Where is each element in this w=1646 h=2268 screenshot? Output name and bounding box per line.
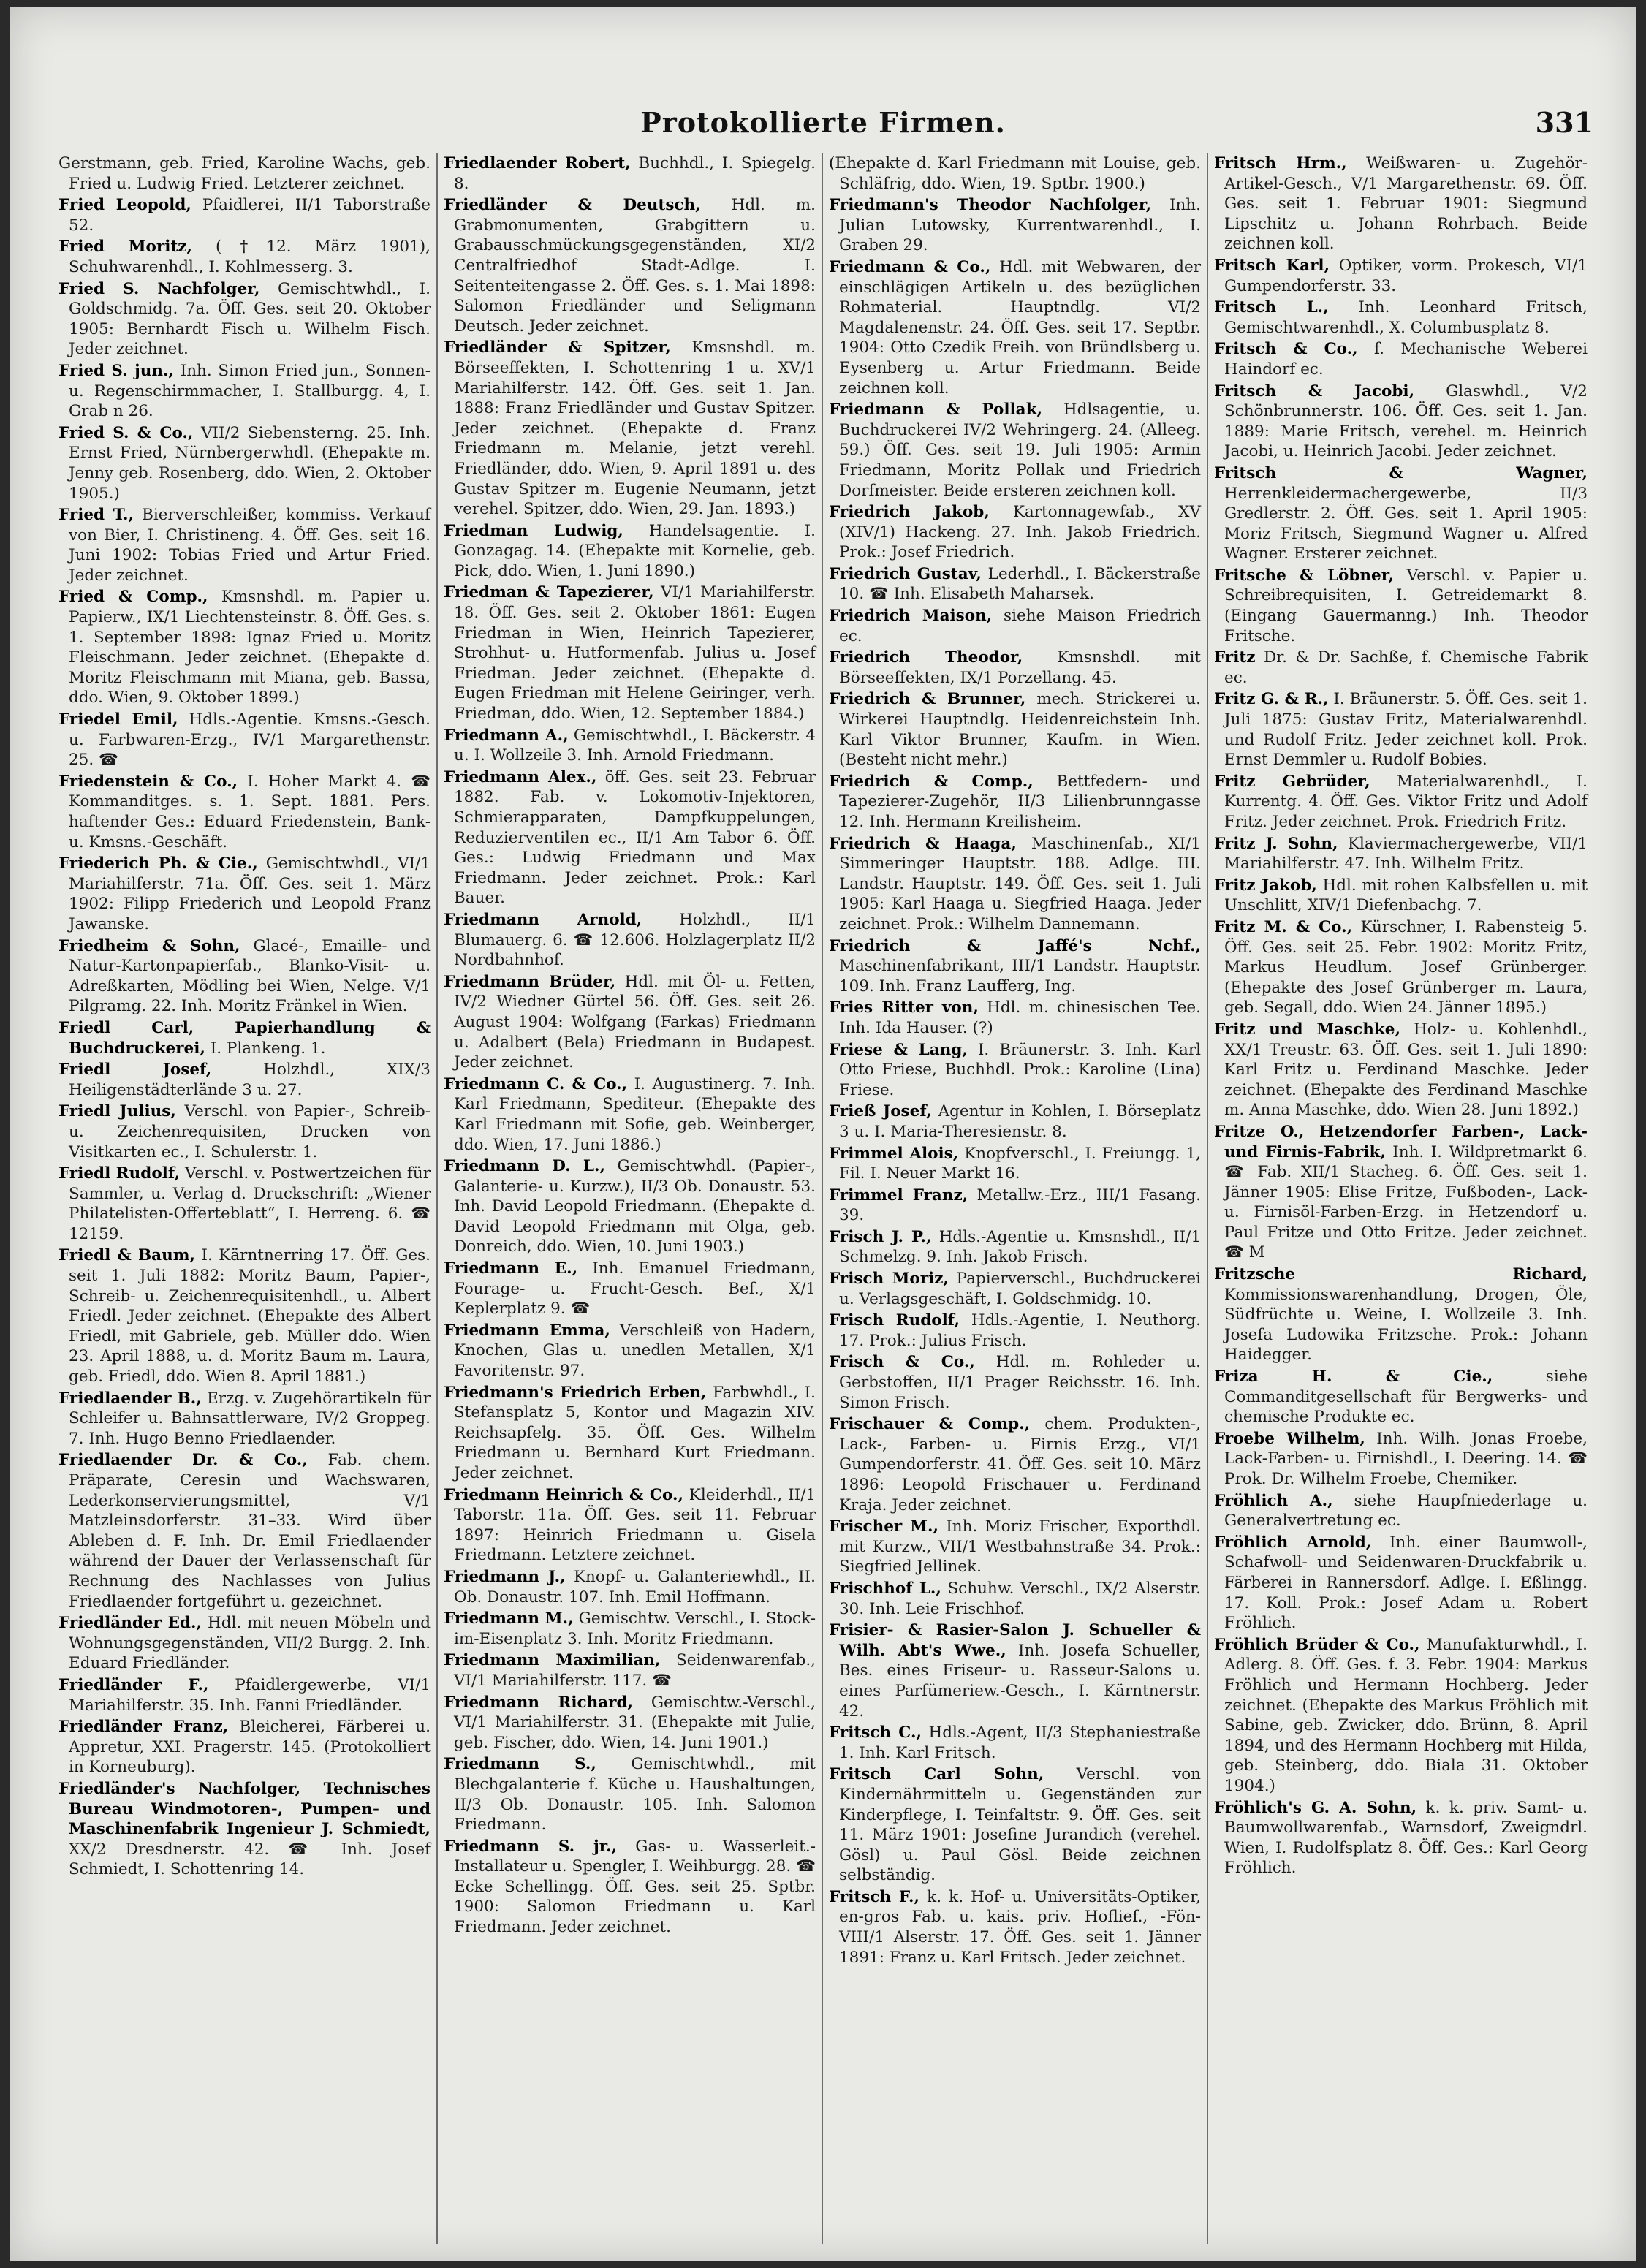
- firm-entry: [444, 1321, 816, 1381]
- firm-details: Verschleiß von Hadern, Knochen, Glas u. unedlen Metallen, X/1 Favoritenstr. 97.: [454, 1321, 816, 1381]
- firm-details: Inh. Julian Lutowsky, Kurrentwarenhdl., I. Graben 29.: [839, 196, 1201, 255]
- page-title: Protokollierte Firmen.: [640, 106, 1006, 139]
- firm-entry: [1214, 1798, 1588, 1878]
- firm-name: Frimmel Franz,: [829, 1186, 968, 1205]
- firm-entry: [444, 1754, 816, 1835]
- firm-entry: [829, 1352, 1201, 1413]
- firm-details: Hdl. mit Webwaren, der einschlägigen Artikeln u. des bezüglichen Rohmaterial. Hauptndlg. VI/2 Magdalenenstr. 24. Öff. Ges. seit 17. Septbr. 1904: Otto Czedik Freih. von Bründlsberg u. Eysenberg u. Artur Friedmann. Beide zeichnen koll.: [839, 257, 1201, 398]
- firm-details: Knopfverschl., I. Freiungg. 1, Fil. I. Neuer Markt 16.: [839, 1144, 1201, 1183]
- firm-name: Fritsch Carl Sohn,: [829, 1765, 1044, 1784]
- firm-details: f. Mechanische Weberei Haindorf ec.: [1224, 340, 1588, 379]
- firm-name: Friedländer & Spitzer,: [444, 338, 671, 357]
- firm-details: Verschl. von Papier-, Schreib- u. Zeichenrequisiten, Drucken von Visitkarten ec., I. Schulerstr. 1.: [69, 1102, 431, 1161]
- firm-name: Friedman Ludwig,: [444, 521, 623, 540]
- firm-name: Fritzsche Richard,: [1214, 1265, 1588, 1284]
- firm-details: Gemischtw.-Verschl., VI/1 Mariahilferstr. 31. (Ehepakte mit Julie, geb. Fischer, ddo. Wien, 14. Juni 1901.): [454, 1693, 816, 1752]
- firm-details: Kmsnshdl. m. Börseeffekten, I. Schottenring 1 u. XV/1 Mariahilferstr. 142. Öff. Ges. seit 1. Jan. 1888: Franz Friedländer und Gustav Spitzer. Jeder zeichnet. (Ehepakte d. Franz Friedmann m. Melanie, jetzt verehl. Friedländer, ddo. Wien, 9. April 1891 u. des Gustav Spitzer m. Eugenie Neumann, jetzt verehel. Spitzer, ddo. Wien, 29. Jan. 1893.): [454, 338, 816, 519]
- firm-entry: [1214, 834, 1588, 874]
- firm-entry: [444, 1156, 816, 1257]
- firm-details: Hdl. m. chinesischen Tee. Inh. Ida Hauser. (?): [839, 998, 1201, 1037]
- firm-name: Fritsch & Co.,: [1214, 340, 1358, 359]
- firm-details: Verschl. v. Papier u. Schreibrequisiten, I. Getreidemarkt 8. (Eingang Gauermanng.) Inh. Theodor Fritsche.: [1224, 566, 1588, 645]
- firm-entry: [829, 1269, 1201, 1309]
- firm-name: Fritsch L.,: [1214, 298, 1329, 317]
- firm-entry: [829, 606, 1201, 646]
- firm-entry: [58, 1164, 431, 1244]
- firm-name: Friedmann & Pollak,: [829, 401, 1042, 420]
- firm-entry: [829, 1887, 1201, 1968]
- firm-details: Gemischtwhdl. (Papier-, Galanterie- u. Kurzw.), II/3 Ob. Donaustr. 53. Inh. David Leopold Friedmann. (Ehepakte d. David Leopold Friedmann mit Olga, geb. Donreich, ddo. Wien, 10. Juni 1903.): [454, 1157, 816, 1256]
- firm-details: Bleicherei, Färberei u. Appretur, XXI. Pragerstr. 145. (Protokolliert in Korneuburg).: [69, 1718, 431, 1777]
- firm-details: Kartonnagewfab., XV (XIV/1) Hackeng. 27. Inh. Jakob Friedrich. Prok.: Josef Friedrich.: [839, 503, 1201, 562]
- firm-entry: [444, 1650, 816, 1691]
- firm-name: Friedmann's Theodor Nachfolger,: [829, 196, 1152, 215]
- firm-details: I. Bräunerstr. 3. Inh. Karl Otto Friese, Buchhdl. Prok.: Karoline (Lina) Friese.: [839, 1040, 1201, 1099]
- firm-entry: [58, 1613, 431, 1674]
- firm-name: Friedmann Alex.,: [444, 767, 597, 786]
- firm-entry: [444, 1259, 816, 1319]
- firm-name: Fröhlich Arnold,: [1214, 1533, 1372, 1552]
- firm-name: Friedländer & Deutsch,: [444, 196, 701, 215]
- firm-entry: [829, 772, 1201, 833]
- firm-entry: [58, 1717, 431, 1778]
- firm-name: Frisch J. P.,: [829, 1227, 932, 1246]
- firm-details: chem. Produkten-, Lack-, Farben- u. Firnis Erzg., VI/1 Gumpendorferstr. 41. Öff. Ges. seit 10. März 1896: Leopold Frischauer u. Ferdinand Kraja. Jeder zeichnet.: [839, 1415, 1201, 1514]
- firm-entry: [829, 1227, 1201, 1267]
- firm-details: Inh. einer Baumwoll-, Schafwoll- und Seidenwaren-Druckfabrik u. Färberei in Rannersdorf. Adlge. I. Eßlingg. 17. Koll. Prok.: Josef Adam u. Robert Fröhlich.: [1224, 1533, 1588, 1633]
- firm-name: Frisch Rudolf,: [829, 1311, 960, 1330]
- firm-entry: [829, 648, 1201, 688]
- firm-entry: [1214, 339, 1588, 379]
- firm-name: Fritsch C.,: [829, 1723, 922, 1742]
- firm-details: Gemischtwhdl., VI/1 Mariahilferstr. 71a. Öff. Ges. seit 1. März 1902: Filipp Friederich und Leopold Franz Jawanske.: [69, 854, 431, 933]
- firm-entry: [58, 1101, 431, 1162]
- firm-details: Pfaidlerei, II/1 Taborstraße 52.: [69, 196, 431, 235]
- firm-details: Farbwhdl., I. Stefansplatz 5, Kontor und Magazin XIV. Reichsapfelg. 35. Öff. Ges. Wilhelm Friedmann u. Bernhard Kurt Friedmann. Jeder zeichnet.: [454, 1383, 816, 1482]
- firm-details: Bettfedern- und Tapezierer-Zugehör, II/3 Lilienbrunngasse 12. Inh. Hermann Kreilisheim.: [839, 772, 1201, 831]
- column-2: [438, 153, 823, 2244]
- firm-details: Gerstmann, geb. Fried, Karoline Wachs, geb. Fried u. Ludwig Fried. Letzterer zeichnet.: [58, 154, 431, 193]
- firm-entry: [829, 1620, 1201, 1721]
- firm-details: Hdlsagentie, u. Buchdruckerei IV/2 Wehringerg. 24. (Alleeg. 59.) Öff. Ges. seit 19. Juli 1905: Armin Friedmann, Moritz Pollak und Friedrich Dorfmeister. Beide ersteren zeichnen koll.: [839, 401, 1202, 500]
- firm-details: I. Hoher Markt 4. ☎ Kommanditges. s. 1. Sept. 1881. Pers. haftender Ges.: Eduard Friedenstein, Bank- u. Kmsns.-Geschäft.: [69, 772, 431, 852]
- firm-entry: [58, 423, 431, 504]
- column-4: [1208, 153, 1593, 2244]
- firm-details: Weißwaren- u. Zugehör-Artikel-Gesch., V/1 Margarethenstr. 69. Öff. Ges. seit 1. Februar 1901: Siegmund Lipschitz u. Johann Rohrbach. Beide zeichnen koll.: [1224, 154, 1588, 254]
- firm-name: Friedrich & Haaga,: [829, 834, 1017, 853]
- firm-details: Maschinenfab., XI/1 Simmeringer Hauptstr. 188. Adlge. III. Landstr. Hauptstr. 149. Öff. Ges. seit 1. Juli 1905: Karl Haaga u. Siegfried Haaga. Jeder zeichnet. Prok.: Wilhelm Dannemann.: [839, 834, 1201, 933]
- firm-entry: [1214, 463, 1588, 564]
- firm-name: Friedheim & Sohn,: [58, 936, 240, 955]
- firm-entry: [444, 1693, 816, 1753]
- firm-details: Inh. Leonhard Fritsch, Gemischtwarenhdl., X. Columbusplatz 8.: [1224, 298, 1588, 337]
- firm-name: Friedmann Richard,: [444, 1693, 634, 1712]
- firm-name: Fritsch Karl,: [1214, 256, 1330, 275]
- firm-entry: [58, 153, 431, 194]
- firm-name: Friedl Julius,: [58, 1102, 176, 1121]
- firm-name: Friedrich Gustav,: [829, 564, 982, 583]
- firm-details: XX/2 Dresdnerstr. 42. ☎ Inh. Josef Schmiedt, I. Schottenring 14.: [69, 1840, 431, 1879]
- firm-details: Inh. Emanuel Friedmann, Fourage- u. Frucht-Gesch. Bef., X/1 Keplerplatz 9. ☎: [454, 1259, 816, 1319]
- firm-details: Maschinenfabrikant, III/1 Landstr. Hauptstr. 109. Inh. Franz Laufferg, Ing.: [839, 957, 1201, 995]
- firm-details: Lederhdl., I. Bäckerstraße 10. ☎ Inh. Elisabeth Maharsek.: [839, 564, 1201, 604]
- firm-entry: [1214, 1122, 1588, 1263]
- firm-name: Fritsch & Wagner,: [1214, 463, 1588, 482]
- firm-details: Hdl. m. Grabmonumenten, Grabgittern u. Grabausschmückungsgegenständen, XI/2 Centralfriedhof Stadt-Adlge. I. Seitenteitengasse 2. Öff. Ges. s. 1. Mai 1898: Salomon Friedländer und Seligmann Deutsch. Jeder zeichnet.: [454, 196, 816, 335]
- firm-details: (†12. März 1901), Schuhwarenhdl., I. Kohlmesserg. 3.: [69, 238, 431, 276]
- firm-entry: [58, 237, 431, 277]
- firm-name: Friedmann Heinrich & Co.,: [444, 1485, 683, 1504]
- firm-details: Gemischtwhdl., I. Goldschmidg. 7a. Öff. Ges. seit 20. Oktober 1905: Bernhardt Fisch u. Wilhelm Fisch. Jeder zeichnet.: [69, 279, 431, 359]
- firm-name: Friedrich Jakob,: [829, 503, 990, 522]
- firm-entry: [829, 1579, 1201, 1619]
- firm-entry: [1214, 256, 1588, 296]
- firm-name: Friedl Carl, Papierhandlung & Buchdruckerei,: [58, 1018, 431, 1058]
- firm-details: k. k. priv. Samt- u. Baumwollwarenfab., Warnsdorf, Zweigndrl. Wien, I. Rudolfsplatz 8. Öff. Ges.: Karl Georg Fröhlich.: [1224, 1798, 1588, 1878]
- firm-name: Friedländer Ed.,: [58, 1614, 202, 1633]
- firm-entry: [1214, 153, 1588, 254]
- firm-entry: [829, 689, 1201, 770]
- firm-entry: [829, 502, 1201, 563]
- firm-entry: [444, 583, 816, 724]
- firm-name: Fritsch F.,: [829, 1887, 920, 1906]
- firm-name: Friedländer F.,: [58, 1675, 209, 1694]
- firm-entry: [829, 1517, 1201, 1577]
- column-1: [53, 153, 438, 2244]
- firm-details: Holzhdl., II/1 Blumauerg. 6. ☎ 12.606. Holzlagerplatz II/2 Nordbahnhof.: [454, 910, 816, 970]
- firm-details: Pfaidlergewerbe, VI/1 Mariahilferstr. 35. Inh. Fanni Friedländer.: [69, 1675, 431, 1715]
- firm-name: Fritsch & Jacobi,: [1214, 382, 1415, 401]
- firm-entry: [829, 1311, 1201, 1351]
- firm-name: Frisch Moriz,: [829, 1270, 949, 1289]
- page-number: 331: [1535, 106, 1593, 139]
- firm-entry: [444, 521, 816, 582]
- firm-details: Hdl. m. Rohleder u. Gerbstoffen, II/1 Prager Reichsstr. 16. Inh. Simon Frisch.: [839, 1353, 1201, 1412]
- firm-details: Bierverschleißer, kommiss. Verkauf von Bier, I. Christineng. 4. Öff. Ges. seit 16. Juni 1902: Tobias Fried und Artur Fried. Jeder zeichnet.: [69, 506, 431, 585]
- firm-details: öff. Ges. seit 23. Februar 1882. Fab. v. Lokomotiv-Injektoren, Schmierapparaten, Dampfkuppelungen, Reduzierventilen ec., II/1 Am Tabor 6. Öff. Ges.: Ludwig Friedmann und Max Friedmann. Jeder zeichnet. Prok.: Karl Bauer.: [454, 767, 816, 908]
- firm-name: Frieß Josef,: [829, 1102, 932, 1121]
- firm-entry: [1214, 689, 1588, 770]
- firm-entry: [1214, 1429, 1588, 1490]
- firm-entry: [1214, 1491, 1588, 1531]
- firm-name: Friedländer Franz,: [58, 1718, 229, 1737]
- firm-name: Friedrich & Comp.,: [829, 772, 1034, 791]
- firm-name: Friese & Lang,: [829, 1040, 968, 1059]
- firm-entry: [829, 1144, 1201, 1184]
- firm-details: siehe Maison Friedrich ec.: [839, 607, 1201, 645]
- firm-details: Knopf- u. Galanteriewhdl., II. Ob. Donaustr. 107. Inh. Emil Hoffmann.: [454, 1567, 816, 1607]
- firm-name: Fritz: [1214, 648, 1256, 667]
- firm-name: Friedländer's Nachfolger, Technisches Bureau Windmotoren-, Pumpen- und Maschinenfabrik Ingenieur J. Schmiedt,: [58, 1779, 431, 1839]
- firm-entry: [829, 153, 1201, 194]
- firm-entry: [1214, 917, 1588, 1018]
- firm-name: Friedrich & Jaffé's Nchf.,: [829, 936, 1201, 955]
- firm-name: Friedmann A.,: [444, 726, 569, 745]
- firm-details: Inh. Josefa Schueller, Bes. eines Friseur- u. Rasseur-Salons u. eines Parfümeriew.-Gesch., I. Kärntnerstr. 42.: [839, 1641, 1202, 1721]
- firm-entry: [829, 1414, 1201, 1515]
- firm-name: Friedmann S. jr.,: [444, 1837, 618, 1856]
- firm-details: Inh. Wilh. Jonas Froebe, Lack-Farben- u. Firnishdl., I. Deering. 14. ☎ Prok. Dr. Wilhelm Froebe, Chemiker.: [1224, 1429, 1588, 1488]
- firm-name: Fried Leopold,: [58, 196, 191, 215]
- firm-entry: [1214, 1635, 1588, 1797]
- firm-details: Kürschner, I. Rabensteig 5. Öff. Ges. seit 25. Febr. 1902: Moritz Fritz, Markus Heudlum. Josef Grünberger. (Ehepakte des Josef Grünberger m. Laura, geb. Segall, ddo. Wien 24. Jänner 1895.): [1224, 917, 1588, 1017]
- firm-name: Friedrich & Brunner,: [829, 690, 1026, 709]
- firm-entry: [444, 767, 816, 909]
- firm-details: Hdls.-Agentie, I. Neuthorg. 17. Prok.: Julius Frisch.: [839, 1311, 1201, 1350]
- firm-entry: [444, 972, 816, 1073]
- firm-entry: [829, 834, 1201, 935]
- firm-entry: [444, 338, 816, 519]
- firm-name: Friedmann C. & Co.,: [444, 1074, 628, 1093]
- firm-details: Kommissionswarenhandlung, Drogen, Öle, Südfrüchte u. Weine, I. Wollzeile 3. Inh. Josefa Ludowika Fritzsche. Prok.: Johann Haidegger.: [1224, 1285, 1588, 1365]
- firm-entry: [1214, 1264, 1588, 1365]
- firm-name: Friedman & Tapezierer,: [444, 583, 654, 602]
- firm-entry: [444, 1074, 816, 1155]
- firm-details: Kmsnshdl. mit Börseeffekten, IX/1 Porzellang. 45.: [839, 648, 1201, 687]
- firm-entry: [829, 1101, 1201, 1142]
- firm-details: Gemischtw. Verschl., I. Stock-im-Eisenplatz 3. Inh. Moritz Friedmann.: [454, 1609, 816, 1648]
- firm-entry: [444, 1383, 816, 1484]
- firm-name: Fröhlich's G. A. Sohn,: [1214, 1798, 1417, 1817]
- firm-name: Friedel Emil,: [58, 710, 178, 729]
- firm-details: Verschl. v. Postwertzeichen für Sammler, u. Verlag d. Druckschrift: „Wiener Philatelisten-Offerteblatt“, I. Herreng. 6. ☎ 12159.: [69, 1164, 431, 1243]
- firm-entry: [444, 910, 816, 971]
- firm-details: Hdls.-Agentie. Kmsns.-Gesch. u. Farbwaren-Erzg., IV/1 Margarethenstr. 25. ☎: [69, 710, 431, 770]
- firm-details: I. Bräunerstr. 5. Öff. Ges. seit 1. Juli 1875: Gustav Fritz, Materialwarenhdl. und Rudolf Fritz. Jeder zeichnet koll. Prok. Ernst Demmler u. Rudolf Bobies.: [1224, 690, 1588, 770]
- firm-details: I. Augustinerg. 7. Inh. Karl Friedmann, Spediteur. (Ehepakte des Karl Friedmann mit Sofie, geb. Weinberger, ddo. Wien, 17. Juni 1886.): [454, 1074, 816, 1154]
- firm-entry: [829, 1040, 1201, 1101]
- firm-name: Frisch & Co.,: [829, 1353, 975, 1372]
- firm-entry: [58, 361, 431, 422]
- firm-name: Frisier- & Rasier-Salon J. Schueller & Wilh. Abt's Wwe.,: [829, 1621, 1201, 1660]
- firm-name: Fritsch Hrm.,: [1214, 154, 1347, 172]
- firm-entry: [444, 195, 816, 336]
- firm-details: Herrenkleidermachergewerbe, II/3 Gredlerstr. 2. Öff. Ges. seit 1. April 1905: Moriz Fritsch, Siegmund Wagner u. Alfred Wagner. Ersterer zeichnet.: [1224, 484, 1588, 564]
- firm-entry: [58, 772, 431, 852]
- firm-name: Frimmel Alois,: [829, 1144, 959, 1163]
- firm-name: Froebe Wilhelm,: [1214, 1429, 1365, 1448]
- firm-details: VI/1 Mariahilferstr. 18. Öff. Ges. seit 2. Oktober 1861: Eugen Friedman in Wien, Heinrich Tapezierer, Strohhut- u. Hutformenfab. Julius u. Josef Friedman. Jeder zeichnet. (Ehepakte d. Eugen Friedman mit Helene Geiringer, verh. Friedman, ddo. Wien, 12. September 1884.): [454, 583, 816, 724]
- firm-details: Hdl. mit Öl- u. Fetten, IV/2 Wiedner Gürtel 56. Öff. Ges. seit 26. August 1904: Wolfgang (Farkas) Friedmann u. Adalbert (Bela) Friedmann in Budapest. Jeder zeichnet.: [454, 972, 816, 1072]
- firm-entry: [1214, 772, 1588, 833]
- firm-entry: [829, 400, 1201, 501]
- firm-name: Friedmann's Friedrich Erben,: [444, 1383, 707, 1402]
- firm-name: Friedmann M.,: [444, 1609, 574, 1628]
- firm-name: Friedmann E.,: [444, 1259, 578, 1278]
- firm-name: Friedrich Theodor,: [829, 648, 1023, 667]
- firm-entry: [58, 1389, 431, 1449]
- firm-entry: [444, 153, 816, 194]
- firm-name: Friedl Josef,: [58, 1061, 212, 1080]
- firm-name: Fried & Comp.,: [58, 588, 208, 607]
- firm-name: Fritsche & Löbner,: [1214, 566, 1394, 585]
- firm-name: Frischauer & Comp.,: [829, 1415, 1031, 1434]
- firm-name: Fritz G. & R.,: [1214, 690, 1329, 709]
- firm-entry: [58, 1675, 431, 1715]
- firm-details: k. k. Hof- u. Universitäts-Optiker, en-gros Fab. u. kais. priv. Hoflief., -Fön- VIII/1 Alserstr. 17. Öff. Ges. seit 1. Jänner 1891: Franz u. Karl Fritsch. Jeder zeichnet.: [839, 1887, 1201, 1967]
- firm-entry: [444, 726, 816, 766]
- firm-entry: [1214, 297, 1588, 338]
- firm-details: Inh. Moriz Frischer, Exporthdl. mit Kurzw., VII/1 Westbahnstraße 34. Prok.: Siegfried Jellinek.: [839, 1517, 1201, 1577]
- firm-entry: [444, 1609, 816, 1649]
- firm-details: Hdls.-Agent, II/3 Stephaniestraße 1. Inh. Karl Fritsch.: [839, 1723, 1201, 1762]
- firm-entry: [58, 1018, 431, 1058]
- firm-entry: [58, 195, 431, 235]
- firm-details: Metallw.-Erz., III/1 Fasang. 39.: [839, 1186, 1201, 1225]
- firm-details: Inh. I. Wildpretmarkt 6. ☎ Fab. XII/1 Stacheg. 6. Öff. Ges. seit 1. Jänner 1905: Elise Fritze, Fußboden-, Lack- u. Firnisöl-Farben-Erzg. in Hetzendorf u. Paul Fritze und Otto Fritze. Jeder zeichnet. ☎ M: [1224, 1142, 1588, 1262]
- firm-name: Fritz Gebrüder,: [1214, 772, 1370, 791]
- firm-name: Fried S. & Co.,: [58, 423, 194, 442]
- firm-details: Optiker, vorm. Prokesch, VI/1 Gumpendorferstr. 33.: [1224, 256, 1588, 295]
- firm-name: Friza H. & Cie.,: [1214, 1368, 1493, 1387]
- firm-entry: [58, 279, 431, 360]
- firm-details: Hdl. mit neuen Möbeln und Wohnungsgegenständen, VII/2 Burgg. 2. Inh. Eduard Friedländer.: [69, 1614, 431, 1673]
- firm-name: Fritz und Maschke,: [1214, 1020, 1400, 1039]
- firm-details: I. Kärntnerring 17. Öff. Ges. seit 1. Juli 1882: Moritz Baum, Papier-, Schreib- u. Zeichenrequisitenhdl., u. Albert Friedl. Jeder zeichnet. (Ehepakte des Albert Friedl, mit Gabriele, geb. Müller ddo. Wien 23. April 1888, u. d. Moritz Baum m. Laura, geb. Friedl, ddo. Wien 8. April 1881.): [69, 1246, 431, 1387]
- firm-details: Klaviermachergewerbe, VII/1 Mariahilferstr. 47. Inh. Wilhelm Fritz.: [1224, 834, 1588, 873]
- firm-details: Materialwarenhdl., I. Kurrentg. 4. Öff. Ges. Viktor Fritz und Adolf Fritz. Jeder zeichnet. Prok. Friedrich Fritz.: [1224, 772, 1588, 831]
- firm-name: Fried S. jun.,: [58, 361, 175, 380]
- firm-name: Friedl Rudolf,: [58, 1164, 181, 1183]
- firm-details: Manufakturwhdl., I. Adlerg. 8. Öff. Ges. f. 3. Febr. 1904: Markus Fröhlich und Hermann Hochberg. Jeder zeichnet. (Ehepakte des Markus Fröhlich mit Sabine, geb. Zwicker, ddo. Brünn, 8. April 1894, und des Hermann Hochberg mit Hilda, geb. Steinberg, ddo. Biala 31. Oktober 1904.): [1224, 1635, 1588, 1795]
- firm-entry: [58, 854, 431, 934]
- firm-entry: [58, 505, 431, 585]
- firm-name: Friedmann Emma,: [444, 1321, 610, 1340]
- firm-entry: [829, 1723, 1201, 1763]
- firm-details: Glacé-, Emaille- und Natur-Kartonpapierfab., Blanko-Visit- u. Adreßkarten, Mödling bei Wien, Nelge. V/1 Pilgramg. 22. Inh. Moritz Fränkel in Wien.: [69, 936, 431, 1016]
- firm-name: Friedlaender Dr. & Co.,: [58, 1451, 308, 1470]
- firm-details: Schuhw. Verschl., IX/2 Alserstr. 30. Inh. Leie Frischhof.: [839, 1579, 1201, 1618]
- firm-entry: [829, 1186, 1201, 1226]
- firm-details: VII/2 Siebensterng. 25. Inh. Ernst Fried, Nürnbergerwhdl. (Ehepakte m. Jenny geb. Rosenberg, ddo. Wien, 2. Oktober 1905.): [69, 423, 431, 503]
- firm-details: Buchhdl., I. Spiegelg. 8.: [454, 154, 816, 193]
- firm-details: Dr. & Dr. Sachße, f. Chemische Fabrik ec.: [1224, 648, 1588, 687]
- firm-entry: [58, 936, 431, 1017]
- firm-details: Seidenwarenfab., VI/1 Mariahilferstr. 117. ☎: [454, 1651, 816, 1690]
- firm-entry: [1214, 1367, 1588, 1427]
- firm-entry: [1214, 648, 1588, 688]
- firm-name: Frischer M.,: [829, 1517, 938, 1536]
- firm-name: Friedmann Arnold,: [444, 910, 642, 929]
- firm-details: Hdl. mit rohen Kalbsfellen u. mit Unschlitt, XIV/1 Diefenbachg. 7.: [1224, 876, 1588, 915]
- firm-name: Fried Moritz,: [58, 238, 192, 257]
- firm-details: siehe Haupfniederlage u. Generalvertretung ec.: [1224, 1491, 1588, 1531]
- firm-details: Hdls.-Agentie u. Kmsnshdl., II/1 Schmelzg. 9. Inh. Jakob Frisch.: [839, 1227, 1202, 1267]
- firm-name: Fritz J. Sohn,: [1214, 834, 1338, 853]
- firm-name: Fritz Jakob,: [1214, 876, 1317, 895]
- firm-details: Verschl. von Kindernährmitteln u. Gegenständen zur Kinderpflege, I. Teinfaltstr. 9. Öff. Ges. seit 11. März 1901: Josefine Jurandich (verehel. Gösl) u. Paul Gösl. Beide zeichnen selbständig.: [839, 1765, 1202, 1885]
- firm-name: Fröhlich Brüder & Co.,: [1214, 1635, 1420, 1654]
- firm-entry: [444, 1567, 816, 1607]
- firm-name: Friedlaender B.,: [58, 1389, 202, 1408]
- firm-entry: [58, 1779, 431, 1880]
- firm-name: Friedmann J.,: [444, 1567, 566, 1586]
- firm-details: (Ehepakte d. Karl Friedmann mit Louise, geb. Schläfrig, ddo. Wien, 19. Sptbr. 1900.): [829, 154, 1201, 193]
- firm-details: Fab. chem. Präparate, Ceresin und Wachswaren, Lederkonservierungsmittel, V/1 Matzleinsdorferstr. 31–33. Wird über Ableben d. F. Inh. Dr. Emil Friedlaender während der Dauer der Verlassenschaft für Rechnung des Nachlasses von Julius Friedlaender fortgeführt u. gezeichnet.: [69, 1451, 431, 1611]
- firm-name: Fritz M. & Co.,: [1214, 917, 1353, 936]
- firm-details: Handelsagentie. I. Gonzagag. 14. (Ehepakte mit Kornelie, geb. Pick, ddo. Wien, 1. Juni 1890.): [454, 521, 816, 580]
- firm-entry: [829, 1764, 1201, 1886]
- firm-name: Friedl & Baum,: [58, 1246, 195, 1265]
- firm-name: Fried T.,: [58, 506, 134, 525]
- directory-page: [10, 7, 1636, 2261]
- firm-details: Agentur in Kohlen, I. Börseplatz 3 u. I. Maria-Theresienstr. 8.: [839, 1102, 1201, 1141]
- entry-columns: [53, 153, 1595, 2244]
- firm-details: Kmsnshdl. m. Papier u. Papierw., IX/1 Liechtensteinstr. 8. Öff. Ges. s. 1. September 1898: Ignaz Fried u. Moritz Fleischmann. Jeder zeichnet. (Ehepakte d. Moritz Fleischmann mit Miana, geb. Bassa, ddo. Wien, 9. Oktober 1899.): [69, 588, 431, 708]
- firm-name: Friederich Ph. & Cie.,: [58, 854, 258, 873]
- firm-entry: [1214, 1533, 1588, 1634]
- firm-name: Frischhof L.,: [829, 1579, 941, 1598]
- firm-entry: [444, 1837, 816, 1938]
- firm-name: Fröhlich A.,: [1214, 1491, 1333, 1510]
- firm-entry: [58, 587, 431, 708]
- firm-entry: [58, 1245, 431, 1387]
- firm-entry: [829, 195, 1201, 256]
- firm-details: Glaswhdl., V/2 Schönbrunnerstr. 106. Öff. Ges. seit 1. Jan. 1889: Marie Fritsch, verehel. m. Heinrich Jacobi, u. Heinrich Jacobi. Jeder zeichnet.: [1224, 382, 1588, 461]
- firm-name: Friedrich Maison,: [829, 607, 993, 626]
- firm-entry: [1214, 1020, 1588, 1120]
- firm-entry: [1214, 876, 1588, 916]
- firm-details: Papierverschl., Buchdruckerei u. Verlagsgeschäft, I. Goldschmidg. 10.: [839, 1270, 1201, 1308]
- firm-details: Gemischtwhdl., I. Bäckerstr. 4 u. I. Wollzeile 3. Inh. Arnold Friedmann.: [454, 726, 816, 765]
- firm-name: Friedlaender Robert,: [444, 154, 631, 172]
- firm-name: Friedmann S.,: [444, 1755, 596, 1774]
- firm-details: Erzg. v. Zugehörartikeln für Schleifer u. Bahnsattlerware, IV/2 Groppeg. 7. Inh. Hugo Benno Friedlaender.: [69, 1389, 431, 1448]
- firm-entry: [58, 1450, 431, 1612]
- firm-details: Inh. Simon Fried jun., Sonnen- u. Regenschirmmacher, I. Stallburgg. 4, I. Grab n 26.: [69, 361, 431, 421]
- firm-details: Gemischtwhdl., mit Blechgalanterie f. Küche u. Haushaltungen, II/3 Ob. Donaustr. 105. Inh. Salomon Friedmann.: [454, 1755, 816, 1835]
- column-3: [823, 153, 1208, 2244]
- firm-entry: [829, 936, 1201, 997]
- firm-entry: [1214, 566, 1588, 646]
- firm-name: Fries Ritter von,: [829, 998, 979, 1017]
- firm-entry: [444, 1485, 816, 1566]
- firm-details: Holzhdl., XIX/3 Heiligenstädterlände 3 u. 27.: [69, 1061, 431, 1099]
- firm-name: Fritze O., Hetzendorfer Farben-, Lack- und Firnis-Fabrik,: [1214, 1122, 1588, 1161]
- firm-entry: [829, 564, 1201, 604]
- firm-entry: [829, 998, 1201, 1038]
- firm-name: Friedmann Maximilian,: [444, 1651, 661, 1670]
- firm-details: Kleiderhdl., II/1 Taborstr. 11a. Öff. Ges. seit 11. Februar 1897: Heinrich Friedmann u. Gisela Friedmann. Letztere zeichnet.: [454, 1485, 816, 1565]
- firm-entry: [58, 1060, 431, 1100]
- firm-details: siehe Commanditgesellschaft für Bergwerks- und chemische Produkte ec.: [1224, 1368, 1588, 1427]
- firm-name: Friedmann Brüder,: [444, 972, 616, 991]
- firm-details: mech. Strickerei u. Wirkerei Hauptndlg. Heidenreichstein Inh. Karl Viktor Brunner, Kaufm. in Wien. (Besteht nicht mehr.): [839, 690, 1201, 770]
- firm-name: Friedmann D. L.,: [444, 1157, 605, 1176]
- page-header: [10, 106, 1636, 150]
- firm-details: Gas- u. Wasserleit.-Installateur u. Spengler, I. Weihburgg. 28. ☎ Ecke Schellingg. Öff. Ges. seit 25. Sptbr. 1900: Salomon Friedmann u. Karl Friedmann. Jeder zeichnet.: [454, 1837, 816, 1937]
- firm-details: Holz- u. Kohlenhdl., XX/1 Treustr. 63. Öff. Ges. seit 1. Juli 1890: Karl Fritz u. Ferdinand Maschke. Jeder zeichnet. (Ehepakte des Ferdinand Maschke m. Anna Maschke, ddo. Wien 28. Juni 1892.): [1224, 1020, 1588, 1120]
- firm-name: Friedenstein & Co.,: [58, 772, 238, 791]
- firm-name: Fried S. Nachfolger,: [58, 279, 260, 298]
- firm-entry: [58, 710, 431, 770]
- firm-name: Friedmann & Co.,: [829, 257, 991, 276]
- firm-entry: [1214, 382, 1588, 462]
- firm-entry: [829, 257, 1201, 398]
- firm-details: I. Plankeng. 1.: [210, 1039, 326, 1058]
